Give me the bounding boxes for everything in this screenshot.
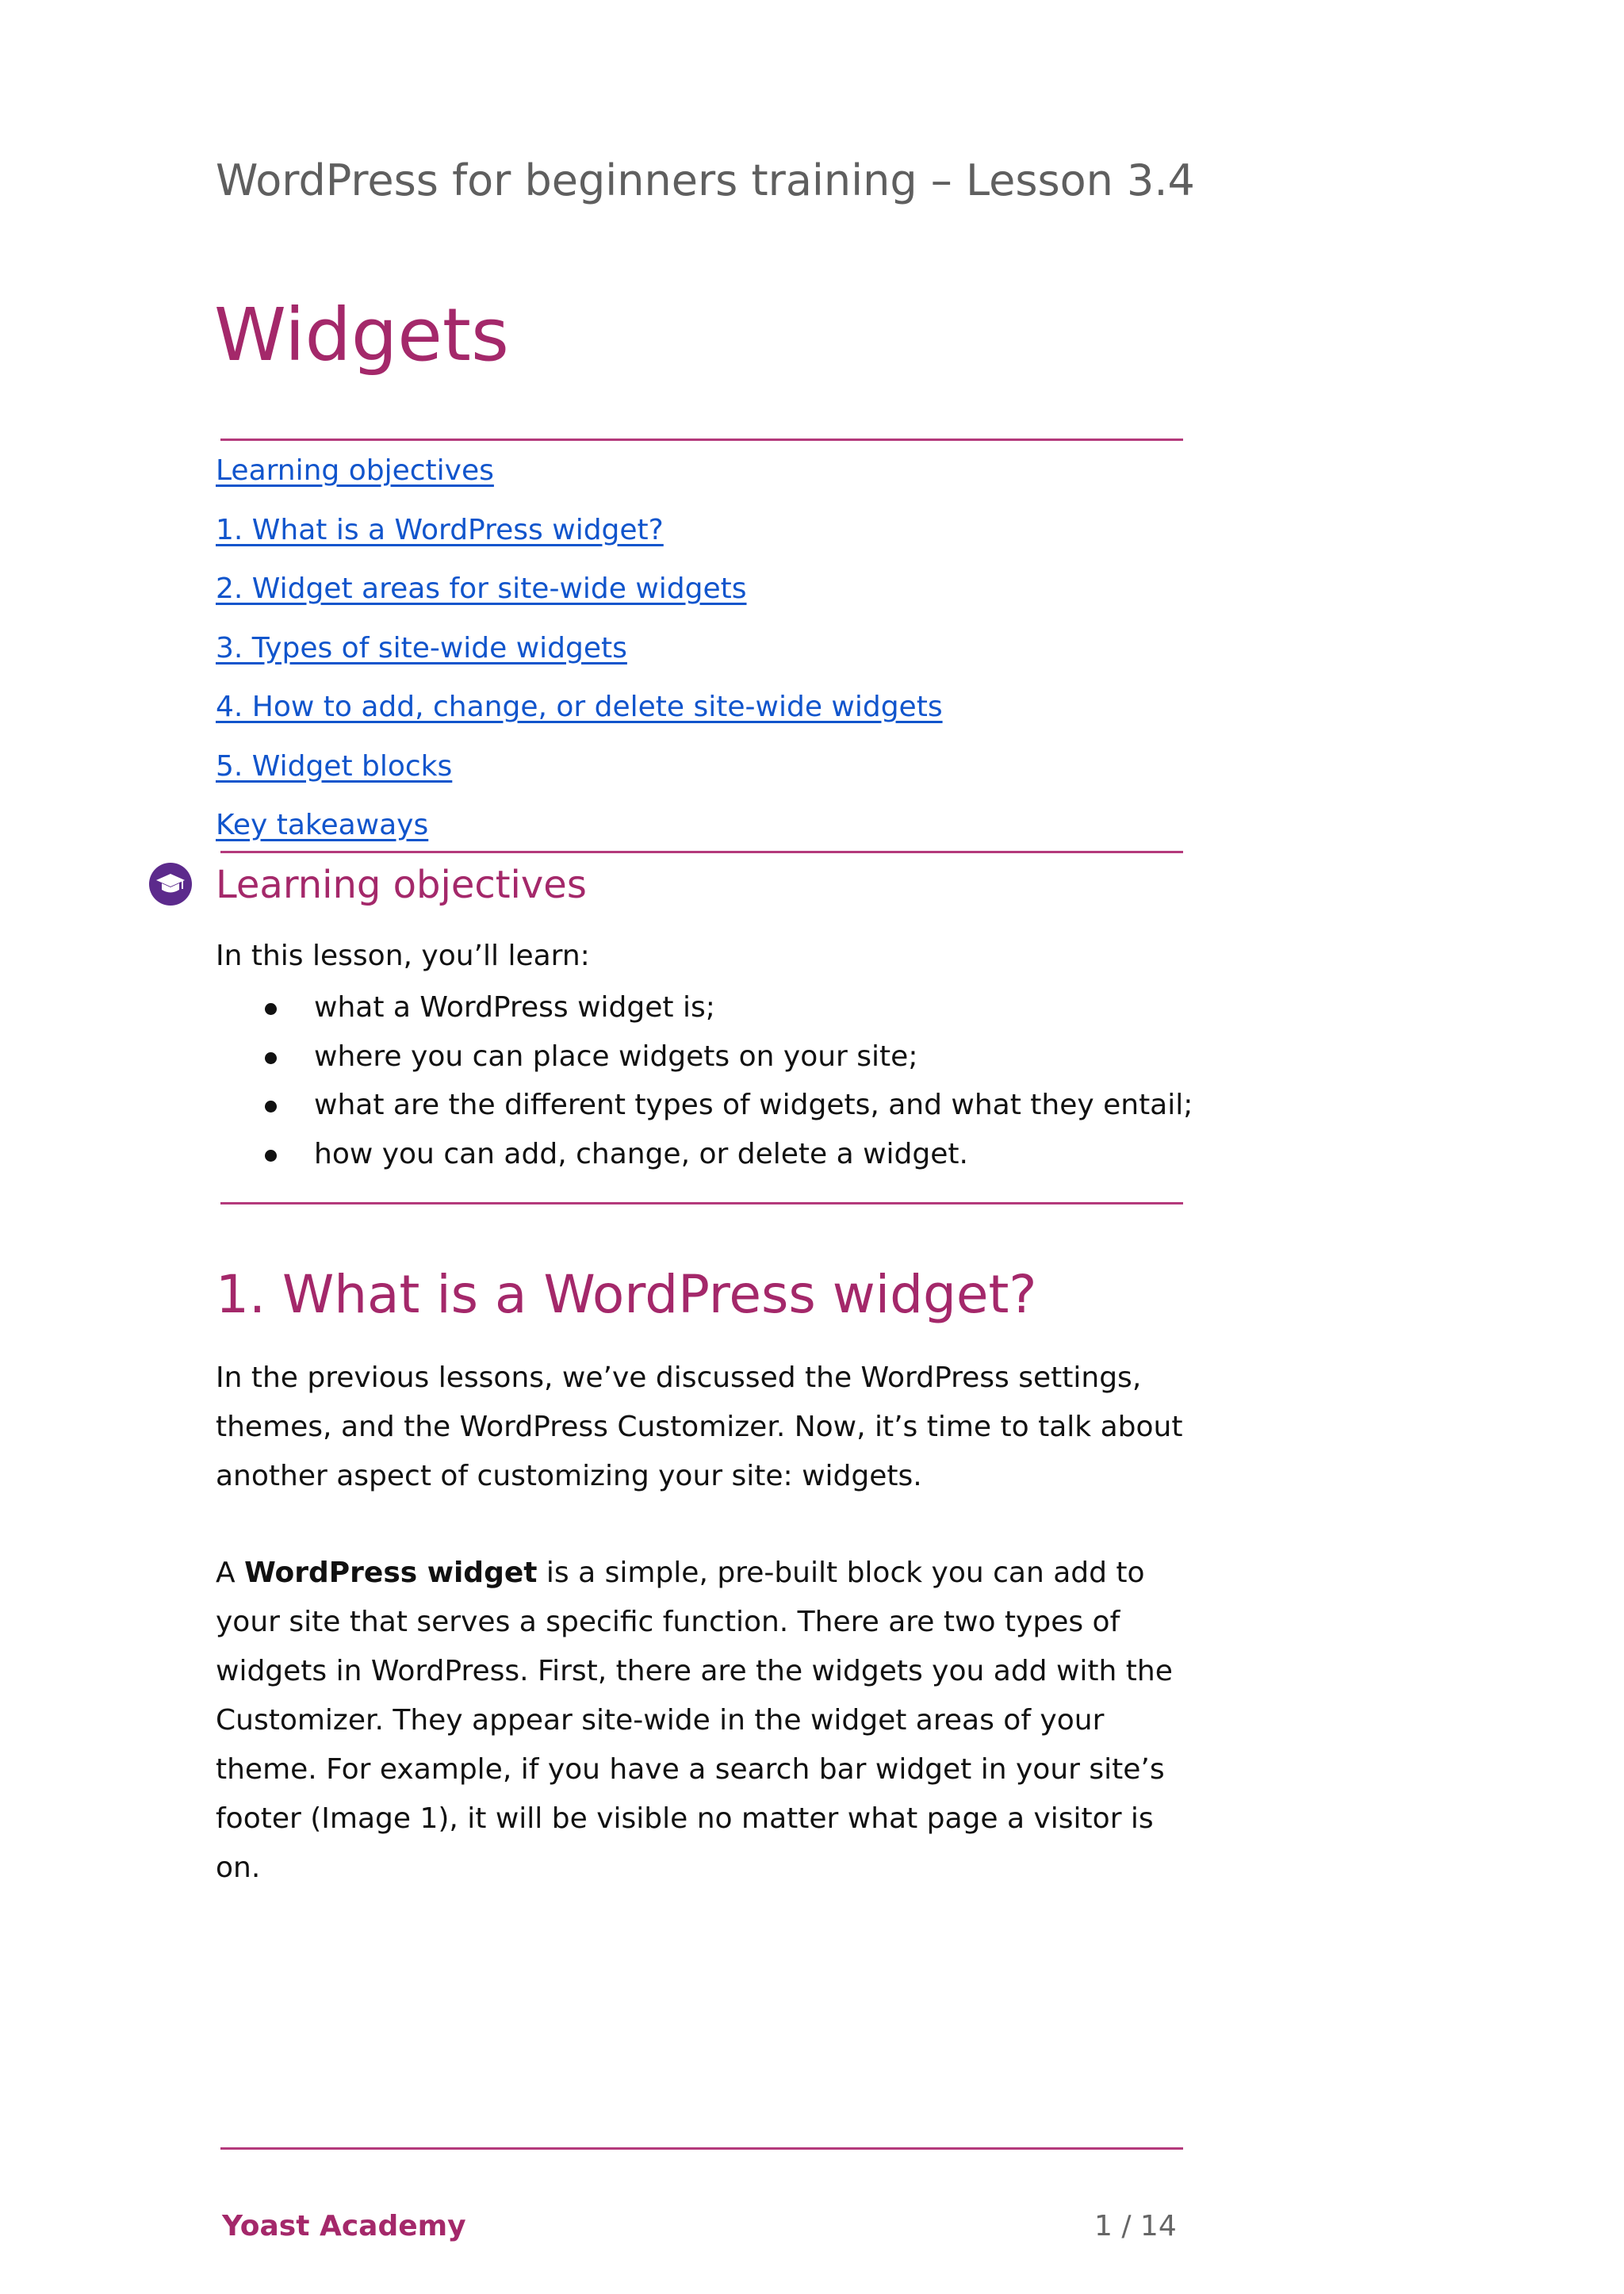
list-item <box>216 1081 1193 1130</box>
lesson-subtitle: WordPress for beginners training – Lesson 3.4 <box>216 155 1195 205</box>
list-item <box>216 1130 1193 1179</box>
list-item <box>216 983 1193 1032</box>
toc-link-widget-blocks[interactable]: 5. Widget blocks <box>216 749 453 783</box>
list-item-text: how you can add, change, or delete a widget. <box>314 1137 968 1170</box>
divider-top <box>220 439 1183 441</box>
learning-objectives-heading: Learning objectives <box>216 863 587 907</box>
bullet-icon <box>265 1101 277 1113</box>
toc-link-widget-areas[interactable]: 2. Widget areas for site-wide widgets <box>216 573 747 605</box>
learning-objectives-intro: In this lesson, you’ll learn: <box>216 940 590 972</box>
graduation-cap-icon <box>149 863 192 906</box>
divider-objectives-bottom <box>220 1202 1183 1204</box>
paragraph-text: is a simple, pre-built block you can add to your site that serves a specific function. There are two types of widgets in WordPress. First, there are the widgets you add with the Customizer. They appear site-wide in the widget areas of your theme. For example, if you have a search bar widget in your site’s footer (Image 1), it will be visible no matter what page a visitor is on. <box>216 1557 1173 1884</box>
section-1-paragraph-2 <box>216 1549 1191 1893</box>
toc-link-add-change-delete[interactable]: 4. How to add, change, or delete site-wide widgets <box>216 691 943 723</box>
page-number: 1 / 14 <box>1094 2210 1177 2242</box>
page-title: Widgets <box>214 293 509 377</box>
toc-link-what-is-widget[interactable]: 1. What is a WordPress widget? <box>216 513 664 546</box>
bullet-icon <box>265 1150 277 1162</box>
learning-objectives-list <box>216 983 1193 1178</box>
section-1-heading: 1. What is a WordPress widget? <box>216 1264 1037 1325</box>
list-item-text: what are the different types of widgets, and what they entail; <box>314 1089 1193 1121</box>
divider-toc-bottom <box>220 851 1183 853</box>
footer-brand: Yoast Academy <box>222 2210 466 2242</box>
list-item-text: where you can place widgets on your site; <box>314 1040 918 1073</box>
paragraph-text: A <box>216 1557 245 1589</box>
section-1-paragraph-1: In the previous lessons, we’ve discussed the WordPress settings, themes, and the WordPress Customizer. Now, it’s time to talk about another aspect of customizing your site: widgets. <box>216 1361 1183 1492</box>
list-item <box>216 1032 1193 1082</box>
bullet-icon <box>265 1003 277 1015</box>
toc-link-key-takeaways[interactable]: Key takeaways <box>216 809 429 841</box>
table-of-contents <box>216 449 1167 863</box>
toc-link-types-of-widgets[interactable]: 3. Types of site-wide widgets <box>216 631 627 664</box>
divider-footer <box>220 2147 1183 2150</box>
bold-term: WordPress widget <box>244 1557 538 1589</box>
list-item-text: what a WordPress widget is; <box>314 991 715 1024</box>
toc-link-learning-objectives[interactable]: Learning objectives <box>216 454 494 487</box>
bullet-icon <box>265 1052 277 1064</box>
